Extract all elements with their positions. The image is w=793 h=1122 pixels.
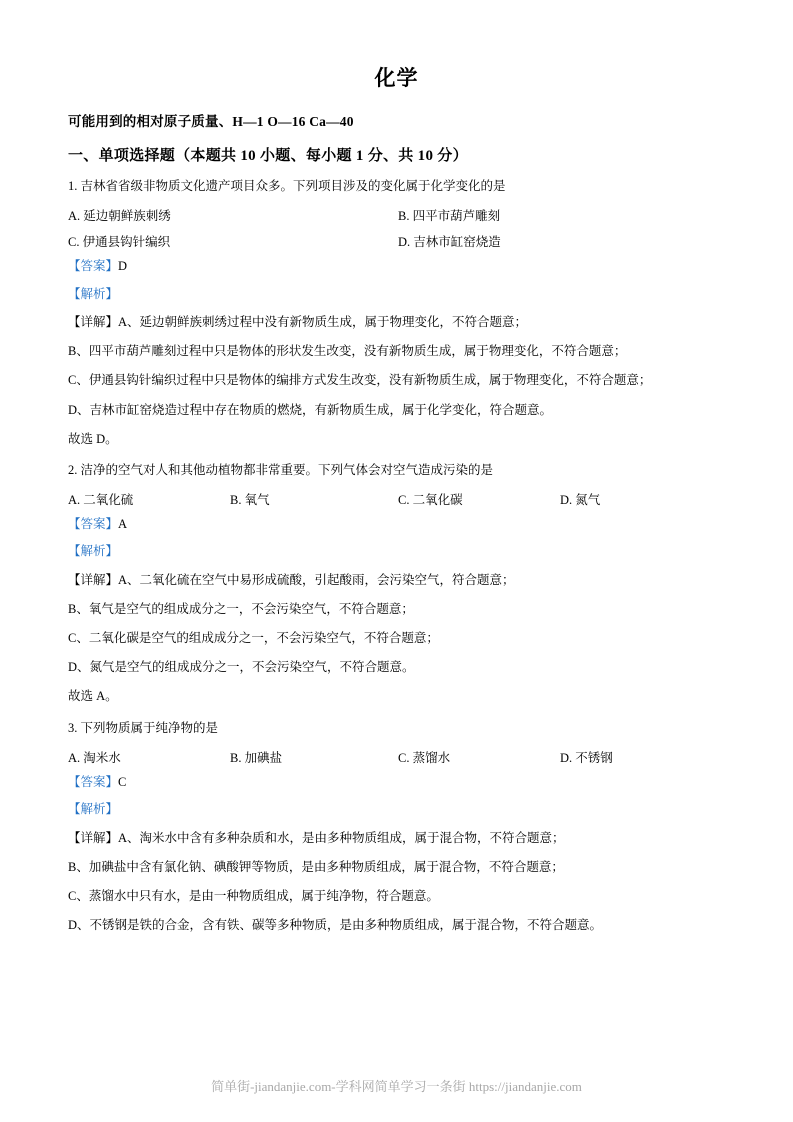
question-stem: 2. 洁净的空气对人和其他动植物都非常重要。下列气体会对空气造成污染的是 xyxy=(68,462,494,477)
option-b[interactable]: B. 四平市葫芦雕刻 xyxy=(398,209,501,224)
detail-line: C、蒸馏水中只有水，是由一种物质组成，属于纯净物，符合题意。 xyxy=(68,888,439,903)
option-row xyxy=(68,490,725,506)
answer-label: 【答案】 xyxy=(68,259,119,274)
answer-line xyxy=(68,774,725,792)
answer-value: D xyxy=(118,259,128,274)
detail-line: B、加碘盐中含有氯化钠、碘酸钾等物质，是由多种物质组成，属于混合物，不符合题意； xyxy=(68,859,564,874)
detail-line: C、伊通县钩针编织过程中只是物体的编排方式发生改变，没有新物质生成，属于物理变化，不符合题意； xyxy=(68,373,652,388)
analysis-label: 【解析】 xyxy=(68,802,119,817)
option-a[interactable]: A. 淘米水 xyxy=(68,750,121,765)
detail-line: D、吉林市缸窑烧造过程中存在物质的燃烧，有新物质生成，属于化学变化，符合题意。 xyxy=(68,402,553,417)
option-row xyxy=(68,232,725,248)
analysis-line xyxy=(68,801,725,819)
option-c[interactable]: C. 伊通县钩针编织 xyxy=(68,235,171,250)
atomic-mass-note: 可能用到的相对原子质量、H—1 O—16 Ca—40 xyxy=(68,114,354,129)
analysis-label: 【解析】 xyxy=(68,286,119,301)
option-c[interactable]: C. 二氧化碳 xyxy=(398,492,463,507)
option-a[interactable]: A. 二氧化硫 xyxy=(68,492,134,507)
detail-line: D、不锈钢是铁的合金，含有铁、碳等多种物质，是由多种物质组成，属于混合物，不符合题意。 xyxy=(68,918,603,932)
question-block xyxy=(68,177,725,448)
question-block xyxy=(68,461,725,706)
answer-value: A xyxy=(118,516,128,531)
detail-line: B、四平市葫芦雕刻过程中只是物体的形状发生改变，没有新物质生成，属于物理变化，不符合题意； xyxy=(68,344,627,359)
detail-line: C、二氧化碳是空气的组成成分之一，不会污染空气，不符合题意； xyxy=(68,631,439,646)
analysis-line xyxy=(68,543,725,561)
answer-label: 【答案】 xyxy=(68,774,119,789)
answer-line xyxy=(68,516,725,534)
option-d[interactable]: D. 氮气 xyxy=(560,492,601,507)
detail-line: 【详解】A、延边朝鲜族刺绣过程中没有新物质生成，属于物理变化，不符合题意； xyxy=(68,315,528,330)
question-stem: 3. 下列物质属于纯净物的是 xyxy=(68,720,219,735)
option-d[interactable]: D. 吉林市缸窑烧造 xyxy=(398,235,501,250)
detail-line: B、氧气是空气的组成成分之一，不会污染空气，不符合题意； xyxy=(68,602,414,616)
option-b[interactable]: B. 加碘盐 xyxy=(230,750,283,765)
analysis-label: 【解析】 xyxy=(68,544,119,559)
option-row xyxy=(68,206,725,222)
detail-line: 【详解】A、二氧化硫在空气中易形成硫酸，引起酸雨，会污染空气，符合题意； xyxy=(68,572,515,587)
conclusion-line: 故选 A。 xyxy=(68,689,118,704)
answer-label: 【答案】 xyxy=(68,516,119,531)
question-stem: 1. 吉林省省级非物质文化遗产项目众多。下列项目涉及的变化属于化学变化的是 xyxy=(68,179,506,193)
footer-watermark: 简单街-jiandanjie.com-学科网简单学习一条街 https://jiandanjie.com xyxy=(211,1079,582,1094)
option-c[interactable]: C. 蒸馏水 xyxy=(398,750,451,765)
question-block xyxy=(68,719,725,935)
page-title: 化学 xyxy=(374,66,419,90)
section-heading: 一、单项选择题（本题共 10 小题、每小题 1 分、共 10 分） xyxy=(68,148,468,164)
option-b[interactable]: B. 氧气 xyxy=(230,492,270,507)
analysis-line xyxy=(68,286,725,304)
detail-line: D、氮气是空气的组成成分之一，不会污染空气，不符合题意。 xyxy=(68,660,415,675)
conclusion-line: 故选 D。 xyxy=(68,431,118,446)
answer-value: C xyxy=(118,774,127,789)
option-a[interactable]: A. 延边朝鲜族刺绣 xyxy=(68,209,171,224)
answer-line xyxy=(68,258,725,276)
option-d[interactable]: D. 不锈钢 xyxy=(560,750,613,765)
option-row xyxy=(68,748,725,764)
detail-line: 【详解】A、淘米水中含有多种杂质和水，是由多种物质组成，属于混合物，不符合题意； xyxy=(68,830,565,845)
